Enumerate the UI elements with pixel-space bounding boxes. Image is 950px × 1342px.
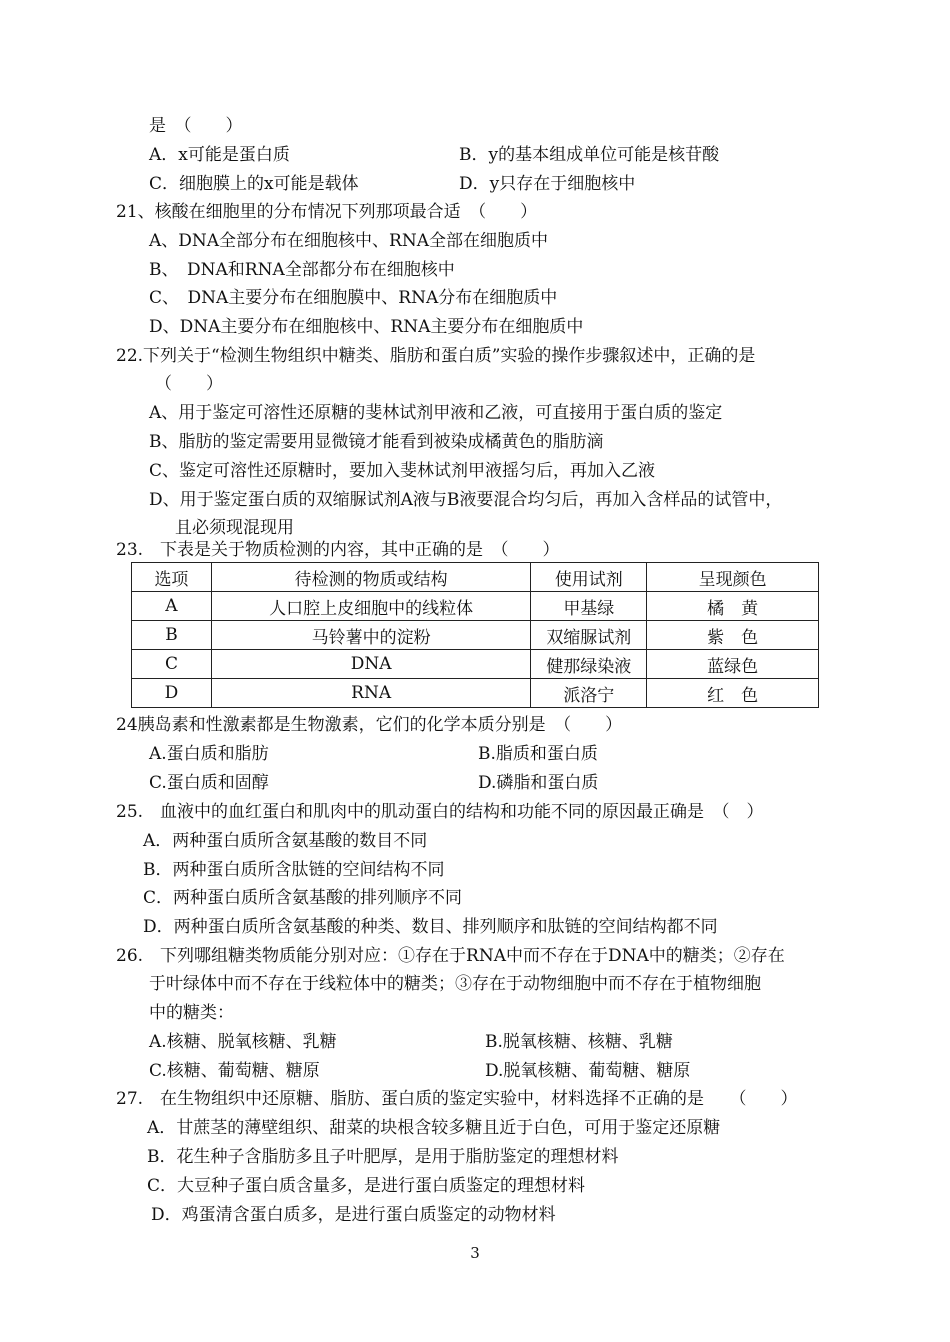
table-cell: 甲基绿 <box>531 592 647 621</box>
q22-option-d-cont: 且必须现混现用 <box>175 518 294 538</box>
q22-answer-paren: （ ） <box>155 374 223 394</box>
table-cell: 蓝绿色 <box>647 650 819 679</box>
table-header-row <box>132 563 819 592</box>
q20-option-a: A．x可能是蛋白质 <box>149 145 290 165</box>
q26-option-a: A.核糖、脱氧核糖、乳糖 <box>149 1032 337 1052</box>
q20-option-c: C．细胞膜上的x可能是载体 <box>149 174 359 194</box>
q24-option-c: C.蛋白质和固醇 <box>149 773 269 793</box>
q26-option-c: C.核糖、葡萄糖、糖原 <box>149 1061 320 1081</box>
q24-option-a: A.蛋白质和脂肪 <box>149 744 269 764</box>
table-cell: 健那绿染液 <box>531 650 647 679</box>
q26-option-b: B.脱氧核糖、核糖、乳糖 <box>485 1032 673 1052</box>
header-cell: 呈现颜色 <box>647 563 819 592</box>
q22-stem: 22.下列关于“检测生物组织中糖类、脂肪和蛋白质”实验的操作步骤叙述中，正确的是 <box>116 346 756 366</box>
q21-option-d: D、DNA主要分布在细胞核中、RNA主要分布在细胞质中 <box>149 317 584 337</box>
table-cell: 马铃薯中的淀粉 <box>211 621 531 650</box>
table-cell: 派洛宁 <box>531 679 647 708</box>
table-cell: C <box>132 650 212 679</box>
q23-table <box>131 562 819 708</box>
table-cell: B <box>132 621 212 650</box>
q25-option-c: C．两种蛋白质所含氨基酸的排列顺序不同 <box>143 888 463 908</box>
header-cell: 待检测的物质或结构 <box>211 563 531 592</box>
table-cell: 人口腔上皮细胞中的线粒体 <box>211 592 531 621</box>
table-row <box>132 679 819 708</box>
q25-option-d: D．两种蛋白质所含氨基酸的种类、数目、排列顺序和肽链的空间结构都不同 <box>143 917 718 937</box>
q21-option-a: A、DNA全部分布在细胞核中、RNA全部在细胞质中 <box>149 231 549 251</box>
q23-stem: 23. 下表是关于物质检测的内容，其中正确的是 （ ） <box>116 540 560 560</box>
q22-option-b: B、脂肪的鉴定需要用显微镜才能看到被染成橘黄色的脂肪滴 <box>149 432 604 452</box>
q26-stem-line1: 26. 下列哪组糖类物质能分别对应：①存在于RNA中而不存在于DNA中的糖类；②存在 <box>116 946 785 966</box>
q26-stem-line3: 中的糖类： <box>149 1003 234 1023</box>
q22-option-a: A、用于鉴定可溶性还原糖的斐林试剂甲液和乙液，可直接用于蛋白质的鉴定 <box>149 403 723 423</box>
q22-option-c: C、鉴定可溶性还原糖时，要加入斐林试剂甲液摇匀后，再加入乙液 <box>149 461 656 481</box>
q26-stem-line2: 于叶绿体中而不存在于线粒体中的糖类；③存在于动物细胞中而不存在于植物细胞 <box>149 974 761 994</box>
table-cell: 红 色 <box>647 679 819 708</box>
q21-stem: 21、核酸在细胞里的分布情况下列那项最合适 （ ） <box>116 202 538 222</box>
table-cell: DNA <box>211 650 531 679</box>
q25-stem: 25. 血液中的血红蛋白和肌肉中的肌动蛋白的结构和功能不同的原因最正确是 （ ） <box>116 802 764 822</box>
q27-option-d: D．鸡蛋清含蛋白质多，是进行蛋白质鉴定的动物材料 <box>151 1205 556 1225</box>
table-row <box>132 592 819 621</box>
q25-option-a: A．两种蛋白质所含氨基酸的数目不同 <box>143 831 428 851</box>
q24-stem: 24胰岛素和性激素都是生物激素，它们的化学本质分别是 （ ） <box>116 715 623 735</box>
table-cell: D <box>132 679 212 708</box>
q20-option-d: D．y只存在于细胞核中 <box>459 174 636 194</box>
q27-option-b: B．花生种子含脂肪多且子叶肥厚，是用于脂肪鉴定的理想材料 <box>147 1147 619 1167</box>
q27-option-c: C．大豆种子蛋白质含量多，是进行蛋白质鉴定的理想材料 <box>147 1176 586 1196</box>
q26-option-d: D.脱氧核糖、葡萄糖、糖原 <box>485 1061 691 1081</box>
header-cell: 选项 <box>132 563 212 592</box>
table-row <box>132 621 819 650</box>
q21-option-c: C、 DNA主要分布在细胞膜中、RNA分布在细胞质中 <box>149 288 558 308</box>
table-cell: 橘 黄 <box>647 592 819 621</box>
table-cell: A <box>132 592 212 621</box>
page-number: 3 <box>470 1244 480 1262</box>
q24-option-d: D.磷脂和蛋白质 <box>478 773 599 793</box>
q27-stem: 27. 在生物组织中还原糖、脂肪、蛋白质的鉴定实验中，材料选择不正确的是 （ ） <box>116 1089 798 1109</box>
q20-option-b: B．y的基本组成单位可能是核苷酸 <box>459 145 720 165</box>
q24-option-b: B.脂质和蛋白质 <box>478 744 598 764</box>
q27-option-a: A．甘蔗茎的薄壁组织、甜菜的块根含较多糖且近于白色，可用于鉴定还原糖 <box>147 1118 721 1138</box>
header-cell: 使用试剂 <box>531 563 647 592</box>
q25-option-b: B．两种蛋白质所含肽链的空间结构不同 <box>143 860 445 880</box>
table-row <box>132 650 819 679</box>
q20-stem-tail: 是 （ ） <box>149 116 243 136</box>
table-cell: RNA <box>211 679 531 708</box>
q21-option-b: B、 DNA和RNA全部都分布在细胞核中 <box>149 260 455 280</box>
table-cell: 双缩脲试剂 <box>531 621 647 650</box>
table-cell: 紫 色 <box>647 621 819 650</box>
q22-option-d: D、用于鉴定蛋白质的双缩脲试剂A液与B液要混合均匀后，再加入含样品的试管中， <box>149 490 783 510</box>
